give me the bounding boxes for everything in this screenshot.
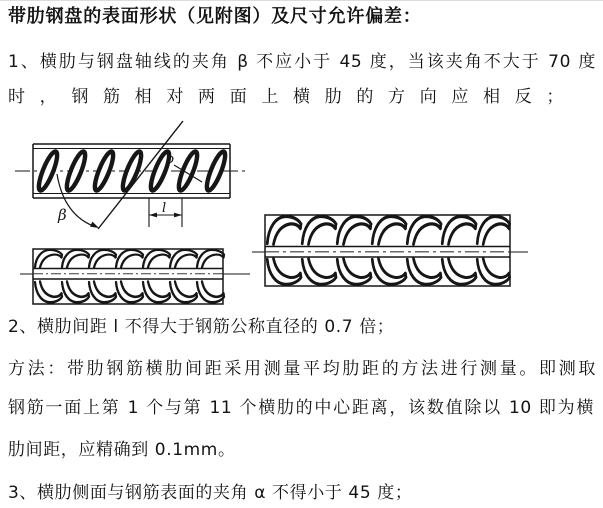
item3-line: 3、横肋侧面与钢筋表面的夹角 α 不得小于 45 度； (8, 483, 413, 503)
beta-arc-arrowhead (90, 222, 99, 228)
rib-width-label: b (166, 152, 175, 167)
dim-arrow-right (174, 213, 182, 218)
item1-line2: 时 ， 钢 筋 相 对 两 面 上 横 肋 的 方 向 应 相 反 ； (8, 87, 564, 107)
figure-ribbed-bar-left (10, 241, 262, 311)
figure-rib-schematic (10, 116, 250, 238)
item1-line1: 1、横肋与钢盘轴线的夹角 β 不应小于 45 度，当该夹角不大于 70 度 (8, 52, 596, 72)
beta-label: β (58, 206, 67, 224)
dim-arrow-left (149, 213, 157, 218)
method-line3: 肋间距，应精确到 0.1mm。 (8, 440, 236, 460)
method-line1: 方法：带肋钢筋横肋间距采用测量平均肋距的方法进行测量。即测取 (8, 359, 596, 379)
document-title: 带肋钢盘的表面形状（见附图）及尺寸允许偏差： (8, 6, 422, 27)
figure-ribbed-bar-right (250, 206, 540, 301)
method-line2: 钢筋一面上第 1 个与第 11 个横肋的中心距离，该数值除以 10 即为横 (8, 398, 594, 418)
item2-line: 2、横肋间距 l 不得大于钢筋公称直径的 0.7 倍； (8, 317, 395, 337)
rib-spacing-label: l (162, 201, 167, 216)
rib-axis-reference-line (98, 121, 183, 229)
